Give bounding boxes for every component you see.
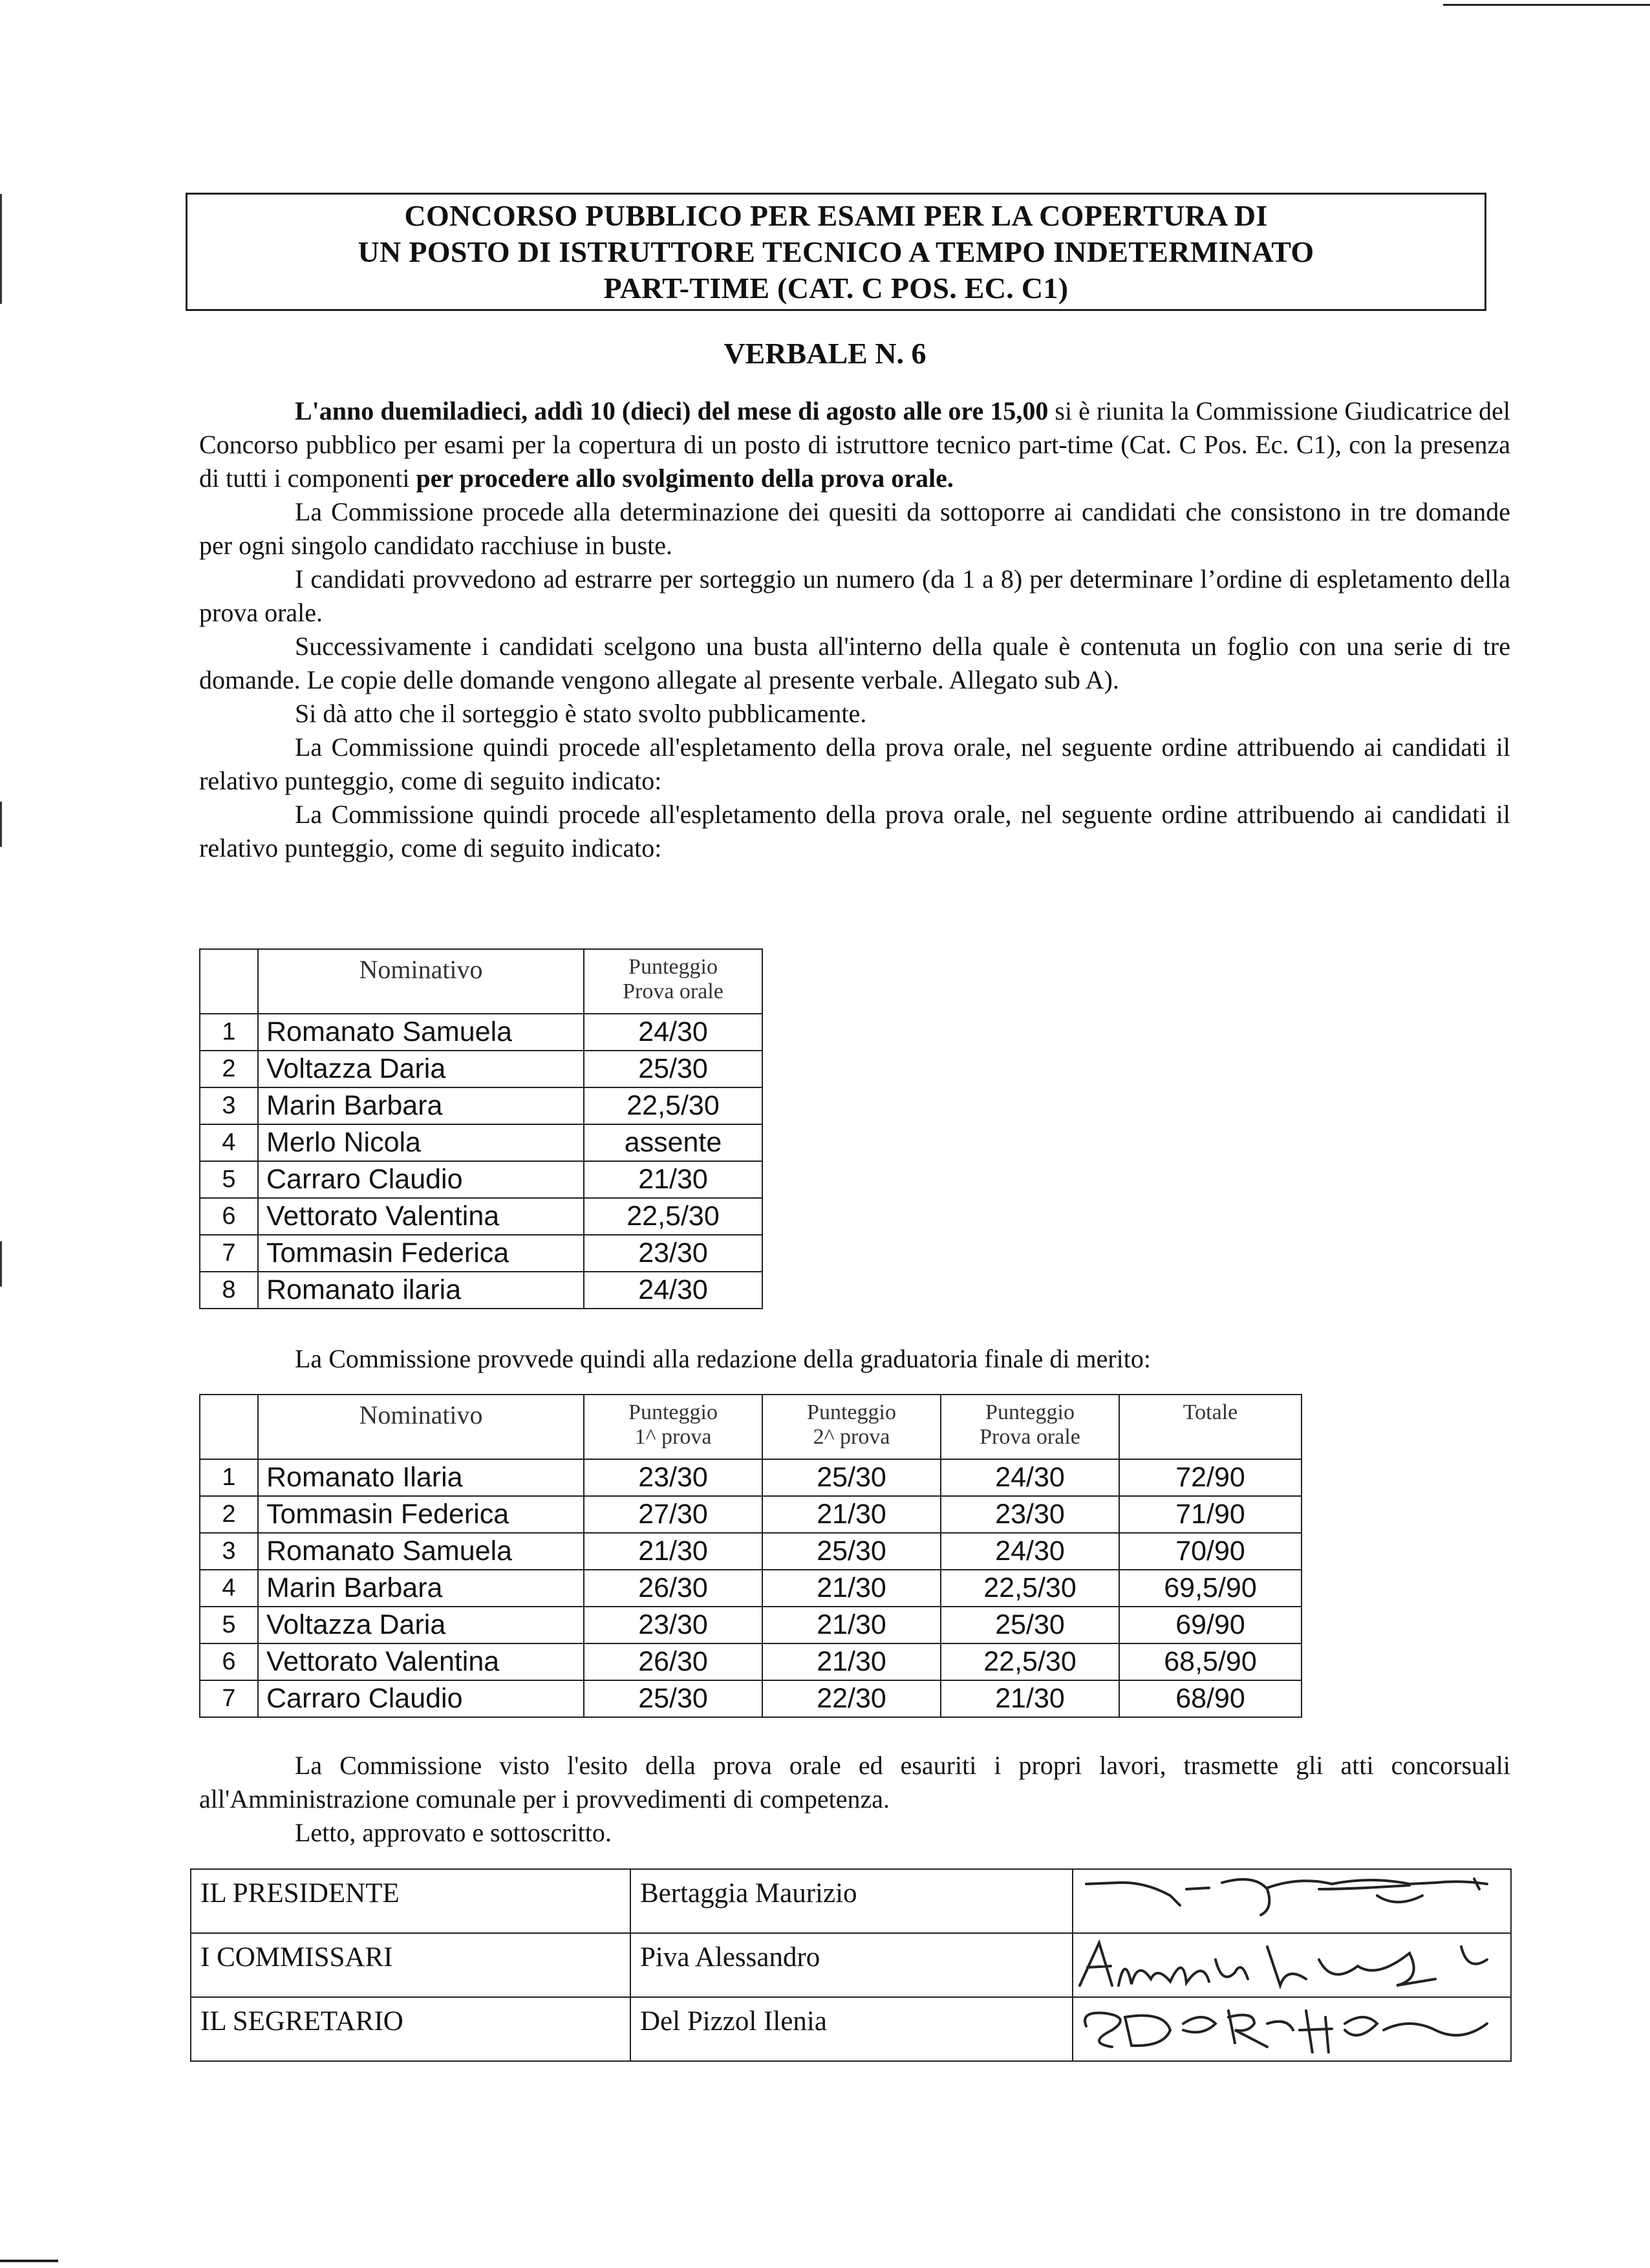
role-label: I COMMISSARI [191,1933,630,1997]
intro-paragraph-7: La Commissione quindi procede all'espletamento della prova orale, nel seguente ordine attribuendo ai candidati il relativo punteggio, come di seguito indicato: [199,800,1510,862]
table-header-first-test [584,1395,762,1459]
second-test-score: 22/30 [762,1680,941,1717]
oral-exam-table [199,948,763,1309]
intro-paragraph-3: I candidati provvedono ad estrarre per sorteggio un numero (da 1 a 8) per determinare l’ordine di espletamento della prova orale. [199,564,1510,627]
table-row [200,1161,762,1198]
oral-score: 24/30 [941,1533,1119,1570]
approval-line: Letto, approvato e sottoscritto. [295,1818,612,1847]
candidate-name: Carraro Claudio [258,1161,584,1198]
oral-score: assente [584,1124,762,1161]
table-row [200,1570,1302,1607]
intro-paragraph-1 [199,394,1510,495]
candidate-name: Romanato Samuela [258,1014,584,1051]
table-header-row [200,1395,1302,1459]
first-test-score: 27/30 [584,1496,762,1533]
second-test-score: 21/30 [762,1607,941,1643]
row-number: 5 [200,1607,258,1643]
scan-edge-mark [0,1241,2,1287]
second-test-score: 25/30 [762,1459,941,1496]
first-test-score: 23/30 [584,1607,762,1643]
oral-score: 22,5/30 [584,1087,762,1124]
verbale-heading: VERBALE N. 6 [723,337,927,370]
header-score-line2: Prova orale [623,979,723,1003]
header-po-line2: Prova orale [980,1425,1080,1449]
candidate-name: Merlo Nicola [258,1124,584,1161]
second-test-score: 21/30 [762,1643,941,1680]
intro-paragraph-2: La Commissione procede alla determinazione dei quesiti da sottoporre ai candidati che consistono in tre domande per ogni singolo candidato racchiuse in buste. [199,497,1510,560]
role-label: IL PRESIDENTE [191,1869,630,1933]
intro-text-part: si è riunita la Commissione Giudicatrice del Concorso pubblico per esami per la copertura di un posto di istruttore tecnico part-time (Cat. C Pos. Ec. C1), con la presenza di tutti i componenti [199,396,1510,493]
role-label: IL SEGRETARIO [191,1997,630,2061]
oral-score: 22,5/30 [584,1198,762,1235]
candidate-name: Tommasin Federica [258,1496,584,1533]
table-row [200,1124,762,1161]
row-number: 6 [200,1643,258,1680]
signature-table [190,1868,1512,2062]
first-test-score: 23/30 [584,1459,762,1496]
signature-commissioner-icon [1073,1934,1510,1989]
header-po-line1: Punteggio [985,1400,1075,1424]
row-number: 2 [200,1051,258,1087]
second-test-score: 25/30 [762,1533,941,1570]
intro-text [199,394,1510,865]
first-test-score: 21/30 [584,1533,762,1570]
title-box [186,193,1486,311]
oral-score: 23/30 [584,1235,762,1272]
signer-name: Piva Alessandro [630,1933,1073,1997]
title-line-2: UN POSTO DI ISTRUTTORE TECNICO A TEMPO INDETERMINATO [358,235,1314,268]
table-row [200,1607,1302,1643]
oral-score: 24/30 [941,1459,1119,1496]
candidate-name: Carraro Claudio [258,1680,584,1717]
signature-secretary-icon [1073,1998,1510,2053]
intro-paragraph-6: La Commissione quindi procede all'espletamento della prova orale, nel seguente ordine attribuendo ai candidati il relativo punteggio, come di seguito indicato: [199,733,1510,795]
row-number: 4 [200,1570,258,1607]
row-number: 6 [200,1198,258,1235]
table-row [200,1087,762,1124]
table-row [200,1496,1302,1533]
table-row [200,1198,762,1235]
total-score: 68/90 [1119,1680,1302,1717]
table-row [200,1459,1302,1496]
signature-commissioner [1073,1933,1511,1997]
intro-paragraph-5: Si dà atto che il sorteggio è stato svolto pubblicamente. [295,699,867,728]
header-p1-line1: Punteggio [628,1400,718,1424]
table-header-name: Nominativo [258,949,584,1014]
intro-paragraph-4: Successivamente i candidati scelgono una busta all'interno della quale è contenuta un foglio con una serie di tre domande. Le copie delle domande vengono allegate al presente verbale. Allegato sub A). [199,632,1510,694]
total-score: 71/90 [1119,1496,1302,1533]
oral-score: 21/30 [584,1161,762,1198]
total-score: 69,5/90 [1119,1570,1302,1607]
row-number: 1 [200,1014,258,1051]
row-number: 7 [200,1235,258,1272]
table-header-score [584,949,762,1014]
row-number: 1 [200,1459,258,1496]
candidate-name: Voltazza Daria [258,1607,584,1643]
table-header-number [200,949,258,1014]
signature-row [191,1869,1511,1933]
oral-score: 25/30 [941,1607,1119,1643]
second-test-score: 21/30 [762,1496,941,1533]
title-line-3: PART-TIME (CAT. C POS. EC. C1) [603,271,1069,305]
table-header-total: Totale [1119,1395,1302,1459]
candidate-name: Tommasin Federica [258,1235,584,1272]
row-number: 8 [200,1272,258,1309]
table-header-row [200,949,762,1014]
intro-purpose-bold: per procedere allo svolgimento della prova orale. [416,464,954,493]
signer-name: Bertaggia Maurizio [630,1869,1073,1933]
table-header-name: Nominativo [258,1395,584,1459]
candidate-name: Marin Barbara [258,1570,584,1607]
oral-score: 24/30 [584,1272,762,1309]
row-number: 5 [200,1161,258,1198]
signature-president-icon [1073,1870,1510,1925]
scan-bottom-mark [0,2260,58,2262]
header-score-line1: Punteggio [628,955,718,979]
signature-president [1073,1869,1511,1933]
row-number: 4 [200,1124,258,1161]
table-row [200,1235,762,1272]
oral-score: 21/30 [941,1680,1119,1717]
first-test-score: 26/30 [584,1570,762,1607]
closing-text [199,1749,1510,1850]
second-test-score: 21/30 [762,1570,941,1607]
header-p1-line2: 1^ prova [634,1425,712,1449]
signature-row [191,1933,1511,1997]
oral-score: 23/30 [941,1496,1119,1533]
table-row [200,1272,762,1309]
scan-edge-mark [0,802,2,847]
oral-score: 25/30 [584,1051,762,1087]
candidate-name: Vettorato Valentina [258,1198,584,1235]
signature-secretary [1073,1997,1511,2061]
total-score: 72/90 [1119,1459,1302,1496]
title-line-1: CONCORSO PUBBLICO PER ESAMI PER LA COPERTURA DI [404,198,1268,232]
table-row [200,1014,762,1051]
signer-name: Del Pizzol Ilenia [630,1997,1073,2061]
row-number: 3 [200,1087,258,1124]
header-p2-line1: Punteggio [807,1400,896,1424]
candidate-name: Voltazza Daria [258,1051,584,1087]
table-header-second-test [762,1395,941,1459]
scan-corner-line [1443,4,1650,6]
table-row [200,1533,1302,1570]
oral-score: 22,5/30 [941,1643,1119,1680]
candidate-name: Vettorato Valentina [258,1643,584,1680]
signature-row [191,1997,1511,2061]
total-score: 69/90 [1119,1607,1302,1643]
candidate-name: Romanato ilaria [258,1272,584,1309]
row-number: 7 [200,1680,258,1717]
total-score: 68,5/90 [1119,1643,1302,1680]
closing-paragraph: La Commissione visto l'esito della prova orale ed esauriti i propri lavori, trasmette gli atti concorsuali all'Amministrazione comunale per i provvedimenti di competenza. [199,1751,1510,1813]
graduatoria-intro: La Commissione provvede quindi alla redazione della graduatoria finale di merito: [295,1344,1152,1373]
oral-score: 24/30 [584,1014,762,1051]
final-ranking-table [199,1394,1302,1718]
row-number: 2 [200,1496,258,1533]
table-row [200,1643,1302,1680]
table-header-oral-test [941,1395,1119,1459]
table-row [200,1680,1302,1717]
first-test-score: 26/30 [584,1643,762,1680]
header-p2-line2: 2^ prova [813,1425,890,1449]
candidate-name: Marin Barbara [258,1087,584,1124]
intro-date-bold: L'anno duemiladieci, addì 10 (dieci) del mese di agosto alle ore 15,00 [295,396,1049,425]
table-header-number [200,1395,258,1459]
scan-edge-mark [0,194,2,304]
candidate-name: Romanato Samuela [258,1533,584,1570]
first-test-score: 25/30 [584,1680,762,1717]
table-row [200,1051,762,1087]
candidate-name: Romanato Ilaria [258,1459,584,1496]
total-score: 70/90 [1119,1533,1302,1570]
row-number: 3 [200,1533,258,1570]
oral-score: 22,5/30 [941,1570,1119,1607]
